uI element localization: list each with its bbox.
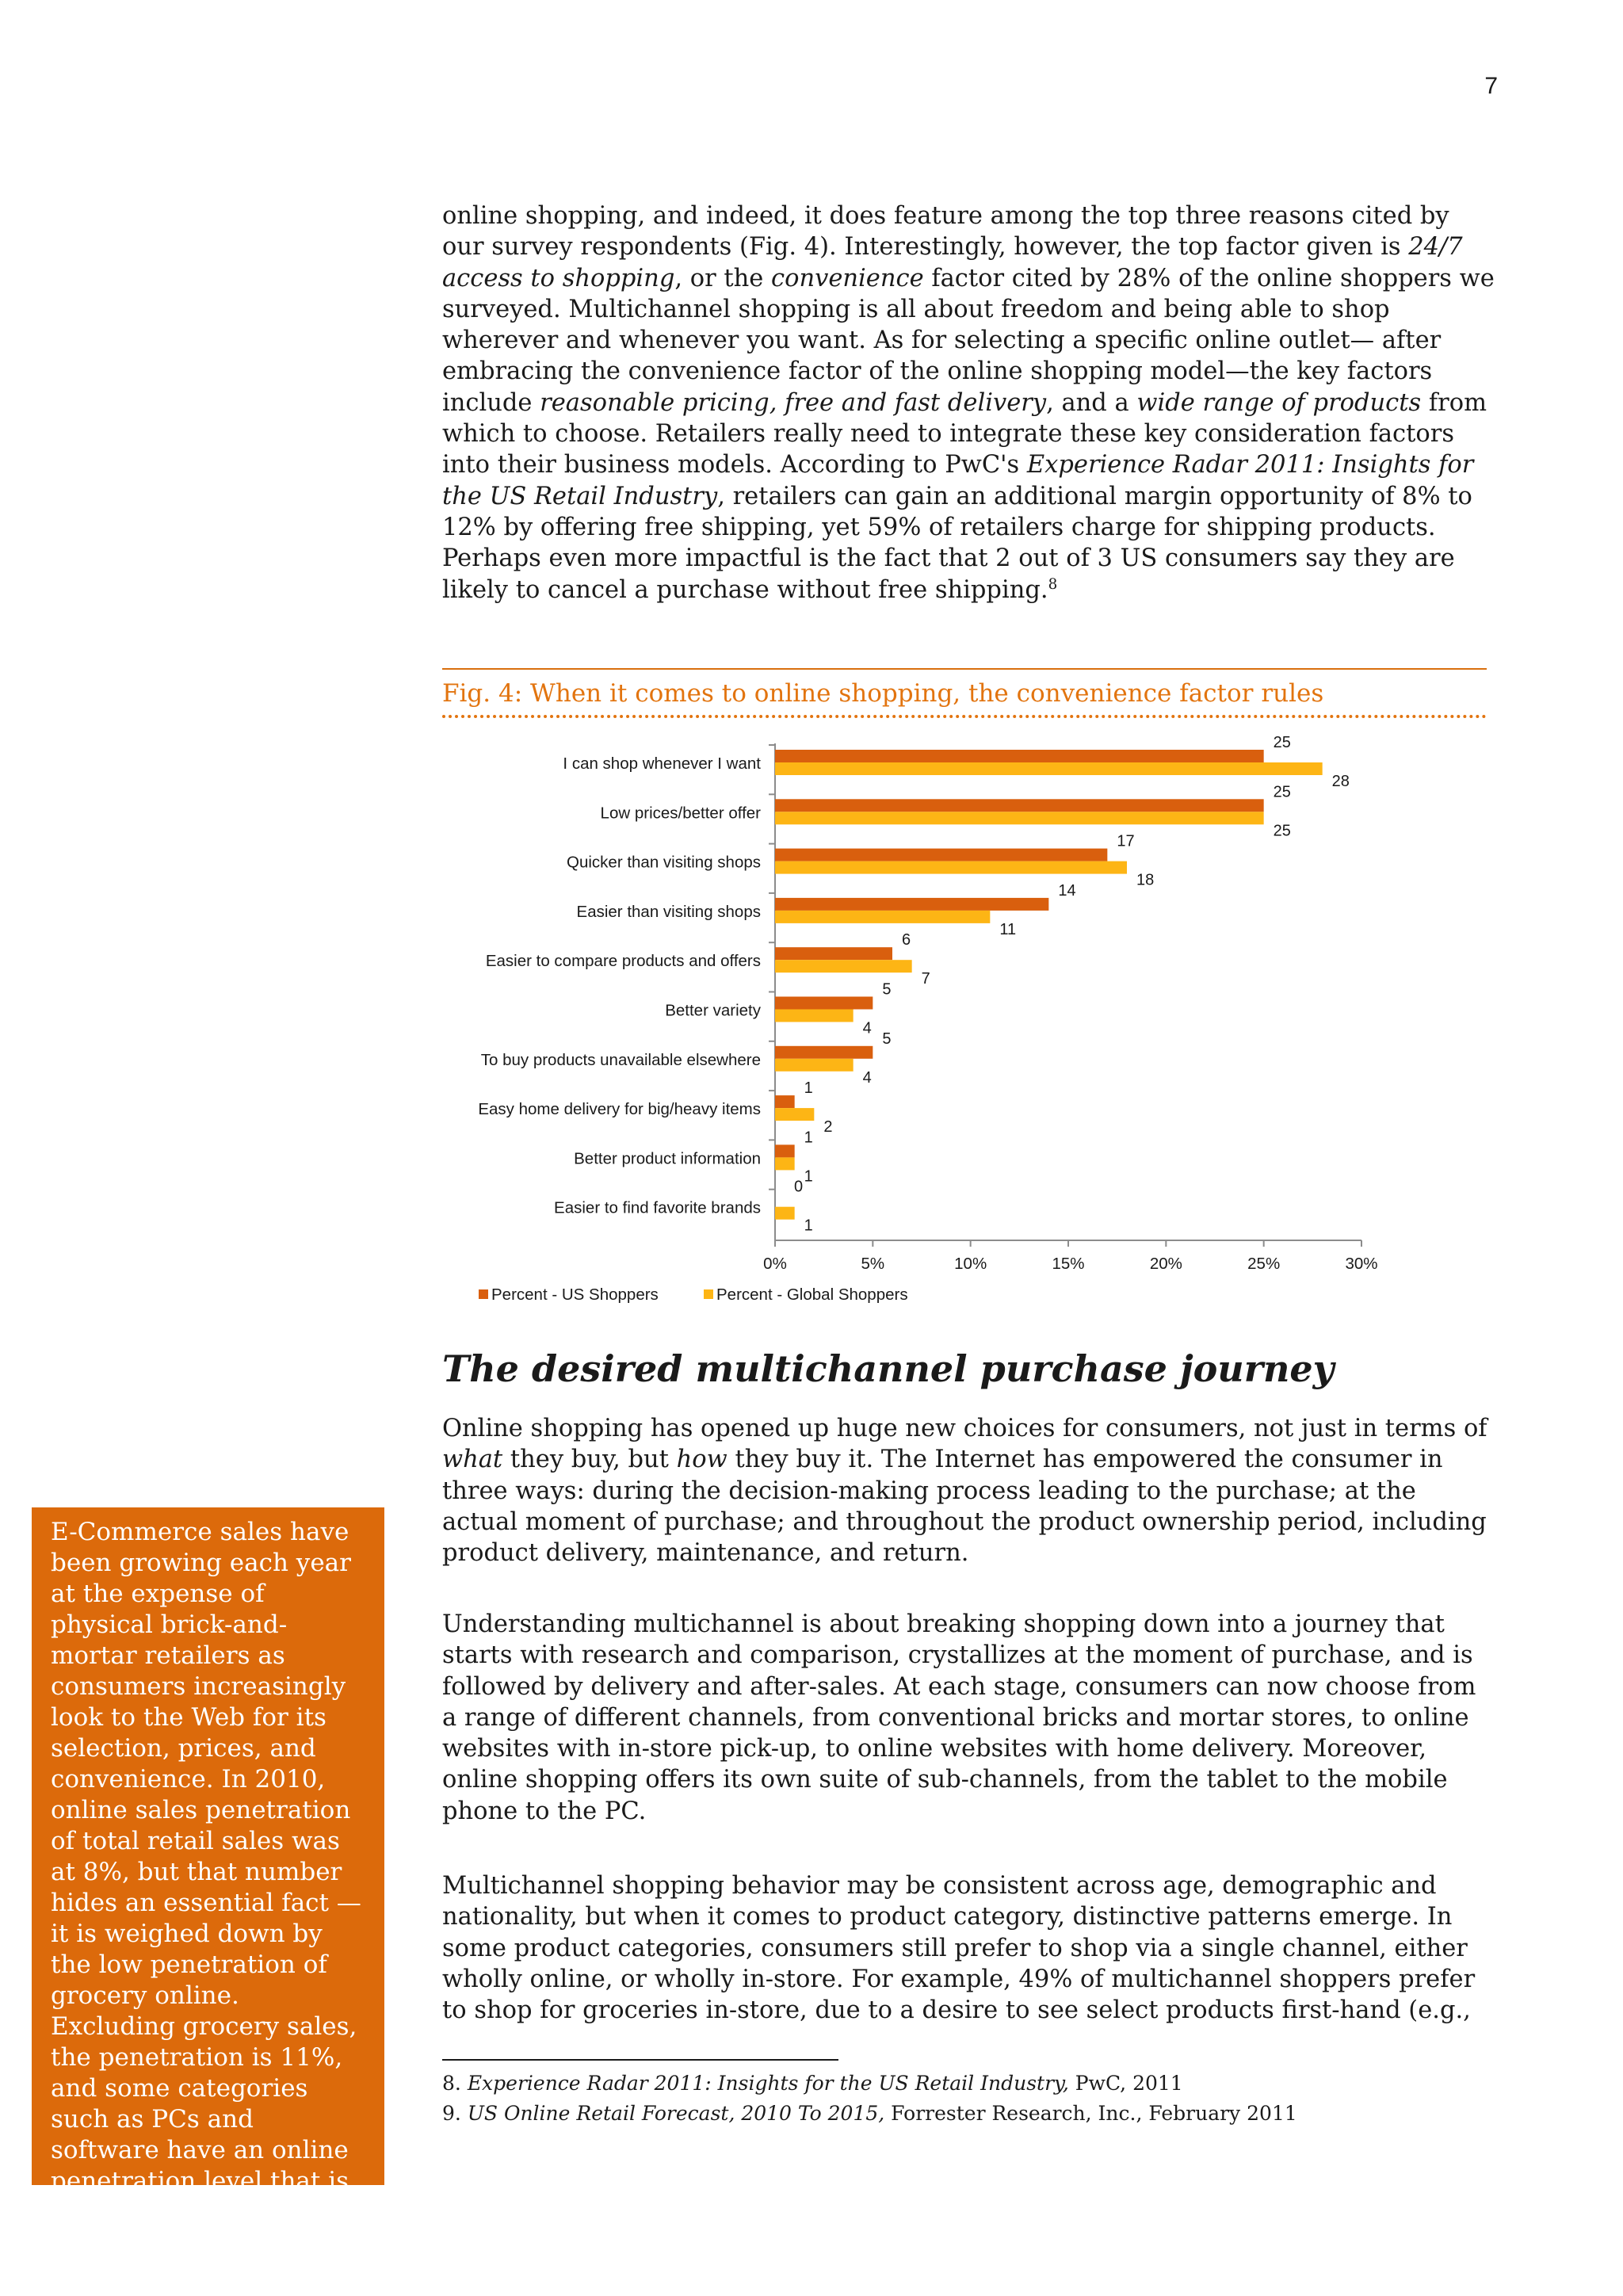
category-label: Better variety xyxy=(665,1001,761,1020)
bar xyxy=(775,947,892,960)
bar xyxy=(775,861,1127,874)
bar xyxy=(775,1108,814,1121)
legend-swatch xyxy=(704,1289,713,1299)
bar xyxy=(775,1095,795,1108)
category-label: Easier to find favorite brands xyxy=(554,1198,761,1217)
data-label: 5 xyxy=(882,1030,892,1048)
page-number: 7 xyxy=(1484,73,1498,99)
legend-swatch xyxy=(479,1289,488,1299)
data-label: 4 xyxy=(862,1019,872,1037)
data-label: 1 xyxy=(804,1079,813,1098)
bar xyxy=(775,1207,795,1220)
bar xyxy=(775,1059,854,1072)
body-paragraph-2: Understanding multichannel is about breaking shopping down into a journey that starts with research and comparison, crystallizes at the moment of purchase, and is followed by delivery and after-sales. At each stage, consumers can now choose from a range of different channels, from conventional bricks and mortar stores, to online websites with in-store pick-up, to online websites with home delivery. Moreover, online shopping offers its own suite of sub-channels, from the tablet to the mobile phone to the PC. xyxy=(442,1610,1476,1825)
bar xyxy=(775,762,1323,775)
data-label: 1 xyxy=(804,1217,813,1235)
x-tick-label: 10% xyxy=(954,1255,987,1273)
category-label: Easy home delivery for big/heavy items xyxy=(478,1100,761,1119)
bar xyxy=(775,849,1107,861)
legend-label: Percent - Global Shoppers xyxy=(716,1286,908,1304)
category-label: Easier than visiting shops xyxy=(576,902,761,921)
footnote-divider xyxy=(442,2059,838,2061)
x-tick-label: 20% xyxy=(1149,1255,1182,1273)
data-label: 25 xyxy=(1273,783,1291,801)
data-label: 25 xyxy=(1273,734,1291,751)
category-label: I can shop whenever I want xyxy=(563,755,761,773)
x-tick-label: 30% xyxy=(1345,1255,1378,1273)
x-tick-label: 15% xyxy=(1052,1255,1085,1273)
body-paragraph-3: Multichannel shopping behavior may be consistent across age, demographic and nationality, but when it comes to product category, distinctive patterns emerge. In some product categories, consumers still prefer to shop via a single channel, either wholly online, or wholly in-store. For example, 49% of multichannel shoppers prefer to shop for groceries in-store, due to a desire to see select products first-hand (e.g., xyxy=(442,1872,1476,2025)
bar xyxy=(775,799,1264,812)
footnote-8: 8. Experience Radar 2011: Insights for the US Retail Industry, PwC, 2011 xyxy=(442,2072,1183,2095)
section-heading: The desired multichannel purchase journey xyxy=(442,1347,1335,1390)
bar xyxy=(775,911,990,923)
data-label: 1 xyxy=(804,1167,813,1186)
data-label: 5 xyxy=(882,980,892,999)
data-label: 7 xyxy=(921,970,930,988)
data-label: 4 xyxy=(862,1068,872,1087)
category-label: Better product information xyxy=(574,1149,761,1168)
bar xyxy=(775,997,873,1010)
figure-caption: Fig. 4: When it comes to online shopping, the convenience factor rules xyxy=(442,679,1324,708)
body-paragraph-intro: online shopping, and indeed, it does feature among the top three reasons cited by our survey respondents (Fig. 4). Interestingly, however, the top factor given is 24/7 access to shopping, or the convenience factor cited by 28% of the online shoppers we surveyed. Multichannel shopping is all about freedom and being able to shop wherever and whenever you want. As for selecting a specific online outlet— after embracing the convenience factor of the online shopping model—the key factors include reasonable pricing, free and fast delivery, and a wide range of products from which to choose. Retailers really need to integrate these key consideration factors into their business models. According to PwC's Experience Radar 2011: Insights for the US Retail Industry, retailers can gain an additional margin opportunity of 8% to 12% by offering free shipping, yet 59% of retailers charge for shipping products. Perhaps even more impactful is the fact that 2 out of 3 US consumers say they are likely to cancel a purchase without free shipping.$^8$ xyxy=(442,202,1495,604)
x-tick-label: 5% xyxy=(861,1255,885,1273)
data-label: 1 xyxy=(804,1129,813,1147)
bar xyxy=(775,1010,854,1022)
body-paragraph-1: Online shopping has opened up huge new choices for consumers, not just in terms of what they buy, but how they buy it. The Internet has empowered the consumer in three ways: during the decision-making process leading to the purchase; at the actual moment of purchase; and throughout the product ownership period, including product delivery, maintenance, and return. xyxy=(442,1415,1487,1568)
x-tick-label: 0% xyxy=(763,1255,787,1273)
category-label: Easier to compare products and offers xyxy=(485,952,761,971)
data-label: 28 xyxy=(1331,773,1350,790)
category-label: Quicker than visiting shops xyxy=(567,853,761,872)
bar xyxy=(775,812,1264,824)
sidebar-callout: E-Commerce sales have been growing each year at the expense of physical brick-and-mortar retailers as consumers increasingly look to the Web for its selection, prices, and convenience. In 2010, online sales penetration of total retail sales was at 8%, but that number hides an essential fact — it is weighed down by the low penetration of grocery online. Excluding grocery sales, the penetration is 11%, and some categories such as PCs and software have an online penetration level that is higher than 50%.$^9$ xyxy=(32,1507,384,2185)
data-label: 2 xyxy=(823,1118,833,1137)
footnote-9: 9. US Online Retail Forecast, 2010 To 2015, Forrester Research, Inc., February 2011 xyxy=(442,2102,1297,2125)
data-label: 14 xyxy=(1058,881,1076,900)
bar xyxy=(775,1144,795,1157)
data-label: 0 xyxy=(794,1178,804,1196)
data-label: 6 xyxy=(902,931,911,949)
data-label: 18 xyxy=(1136,871,1155,889)
legend-label: Percent - US Shoppers xyxy=(491,1286,659,1304)
x-tick-label: 25% xyxy=(1247,1255,1281,1273)
data-label: 11 xyxy=(999,920,1017,938)
bar xyxy=(775,1157,795,1170)
data-label: 17 xyxy=(1117,832,1135,850)
data-label: 25 xyxy=(1273,822,1291,840)
bar xyxy=(775,750,1264,762)
bar xyxy=(775,898,1048,911)
category-label: To buy products unavailable elsewhere xyxy=(480,1050,761,1069)
category-label: Low prices/better offer xyxy=(600,804,761,823)
bar xyxy=(775,1046,873,1059)
bar xyxy=(775,960,912,972)
